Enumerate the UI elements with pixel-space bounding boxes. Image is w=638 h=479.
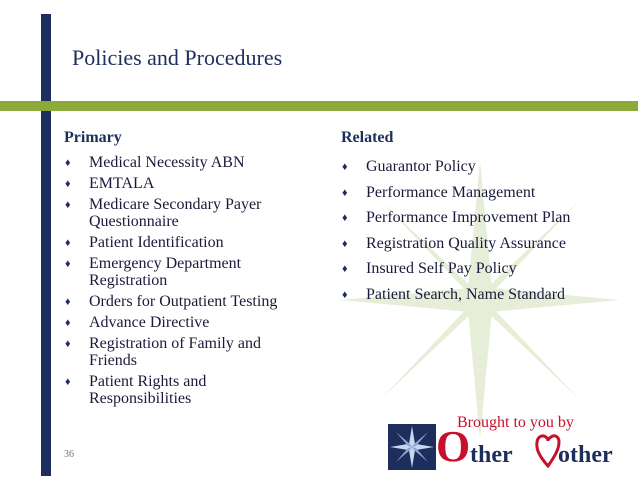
- list-item: [64, 196, 294, 230]
- primary-list: [64, 154, 294, 411]
- list-item: [341, 235, 636, 252]
- list-item: [64, 234, 294, 251]
- diamond-bullet-icon: ♦: [65, 199, 71, 211]
- diamond-bullet-icon: ♦: [342, 212, 348, 224]
- list-item-label: EMTALA: [89, 175, 155, 192]
- logo-star-square: [388, 424, 436, 470]
- related-heading: Related: [341, 129, 394, 146]
- diamond-bullet-icon: ♦: [65, 237, 71, 249]
- primary-heading: Primary: [64, 129, 122, 146]
- list-item: [64, 175, 294, 192]
- list-item-label: Medical Necessity ABN: [89, 154, 245, 171]
- diamond-bullet-icon: ♦: [342, 186, 348, 199]
- list-item-label: Performance Management: [366, 183, 536, 201]
- diamond-bullet-icon: ♦: [65, 317, 71, 329]
- list-item: [64, 314, 294, 331]
- list-item-label: Emergency Department Registration: [89, 255, 242, 289]
- list-item: [341, 158, 636, 175]
- other-mother-logo: [388, 424, 624, 472]
- list-item-label: Insured Self Pay Policy: [366, 260, 517, 277]
- vertical-accent-bar: [41, 14, 51, 476]
- list-item-label: Patient Rights and Responsibilities: [89, 373, 207, 407]
- related-list: [341, 158, 636, 311]
- diamond-bullet-icon: ♦: [65, 178, 71, 190]
- logo-letter-o: O: [436, 422, 471, 471]
- list-item-label: Advance Directive: [89, 314, 210, 331]
- list-item: [64, 255, 294, 289]
- list-item-label: Patient Identification: [89, 234, 224, 251]
- list-item: [64, 373, 294, 407]
- diamond-bullet-icon: ♦: [342, 263, 348, 275]
- list-item: [64, 293, 294, 310]
- brought-to-you-by: Brought to you by: [457, 414, 574, 431]
- horizontal-accent-bar: [0, 101, 638, 111]
- list-item-label: Registration of Family and Friends: [89, 335, 261, 369]
- diamond-bullet-icon: ♦: [342, 288, 348, 301]
- logo-text-ther: ther: [470, 442, 513, 468]
- diamond-bullet-icon: ♦: [65, 376, 71, 388]
- diamond-bullet-icon: ♦: [342, 161, 348, 173]
- diamond-bullet-icon: ♦: [65, 157, 71, 169]
- list-item: [341, 184, 636, 201]
- list-item-label: Patient Search, Name Standard: [366, 285, 566, 303]
- diamond-bullet-icon: ♦: [65, 258, 71, 270]
- list-item-label: Orders for Outpatient Testing: [89, 293, 278, 310]
- list-item: [341, 286, 636, 303]
- page-number: 36: [64, 449, 74, 460]
- list-item: [64, 154, 294, 171]
- list-item-label: Medicare Secondary Payer Questionnaire: [89, 196, 262, 230]
- list-item-label: Registration Quality Assurance: [366, 234, 566, 252]
- diamond-bullet-icon: ♦: [342, 237, 348, 250]
- list-item: [341, 209, 636, 226]
- logo-text-other: other: [558, 442, 613, 468]
- diamond-bullet-icon: ♦: [65, 296, 71, 308]
- list-item-label: Performance Improvement Plan: [366, 209, 571, 226]
- slide-title: Policies and Procedures: [72, 45, 283, 70]
- list-item-label: Guarantor Policy: [366, 158, 476, 175]
- list-item: [64, 335, 294, 369]
- diamond-bullet-icon: ♦: [65, 338, 71, 350]
- logo-star-icon: [388, 424, 436, 470]
- list-item: [341, 260, 636, 277]
